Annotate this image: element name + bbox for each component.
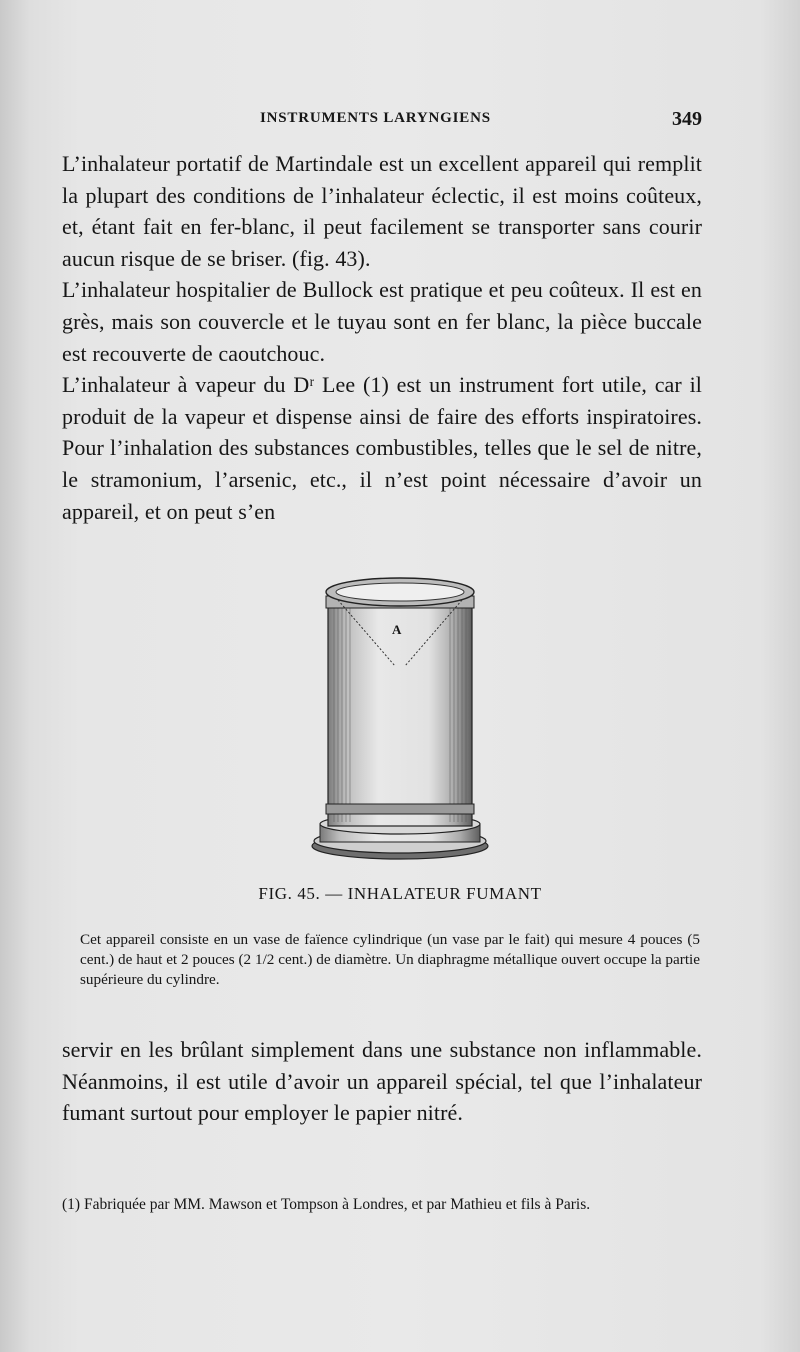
- footnote: (1) Fabriquée par MM. Mawson et Tompson à Londres, et par Mathieu et fils à Paris.: [62, 1196, 591, 1213]
- page-number: 349: [672, 108, 702, 130]
- figure-caption-title: FIG. 45. — INHALATEUR FUMANT: [258, 884, 542, 903]
- paragraph-bullock: L’inhalateur hospitalier de Bullock est pratique et peu coûteux. Il est en grès, mais son couvercle et le tuyau sont en fer blanc, la pièce buccale est recouverte de caoutchouc.: [62, 277, 702, 366]
- paragraph-martindale: L’inhalateur portatif de Martindale est un excellent appareil qui remplit la plupart des conditions de l’inhalateur éclectic, il est moins coûteux, et, étant fait en fer-blanc, il peut facilement se transporter sans courir aucun risque de se briser. (fig. 43).: [62, 151, 702, 271]
- running-head: INSTRUMENTS LARYNGIENS: [260, 110, 491, 126]
- paragraph-lee: L’inhalateur à vapeur du Dʳ Lee (1) est un instrument fort utile, car il produit de la vapeur et dispense ainsi de faire des efforts inspiratoires. Pour l’inhalation des substances combustibles, telles que le sel de nitre, le stramonium, l’arsenic, etc., il n’est point nécessaire d’avoir un appareil, et on peut s’en: [62, 372, 702, 524]
- page-header: [62, 108, 702, 134]
- figure-inhaler-illustration: [300, 566, 500, 876]
- body-text: [62, 148, 702, 527]
- inhaler-drawing: [300, 566, 500, 876]
- figure-label-a: A: [392, 622, 402, 637]
- figure-caption-text: Cet appareil consiste en un vase de faïence cylindrique (un vase par le fait) qui mesure 4 pouces (5 cent.) de haut et 2 pouces (2 1/2 cent.) de diamètre. Un diaphragme métallique ouvert occupe la partie supérieure du cylindre.: [80, 931, 700, 988]
- paragraph-continuation: servir en les brûlant simplement dans une substance non inflammable. Néanmoins, il est utile d’avoir un appareil spécial, tel que l’inhalateur fumant surtout pour employer le papier nitré.: [62, 1037, 702, 1126]
- body-text-continuation: [62, 1034, 702, 1129]
